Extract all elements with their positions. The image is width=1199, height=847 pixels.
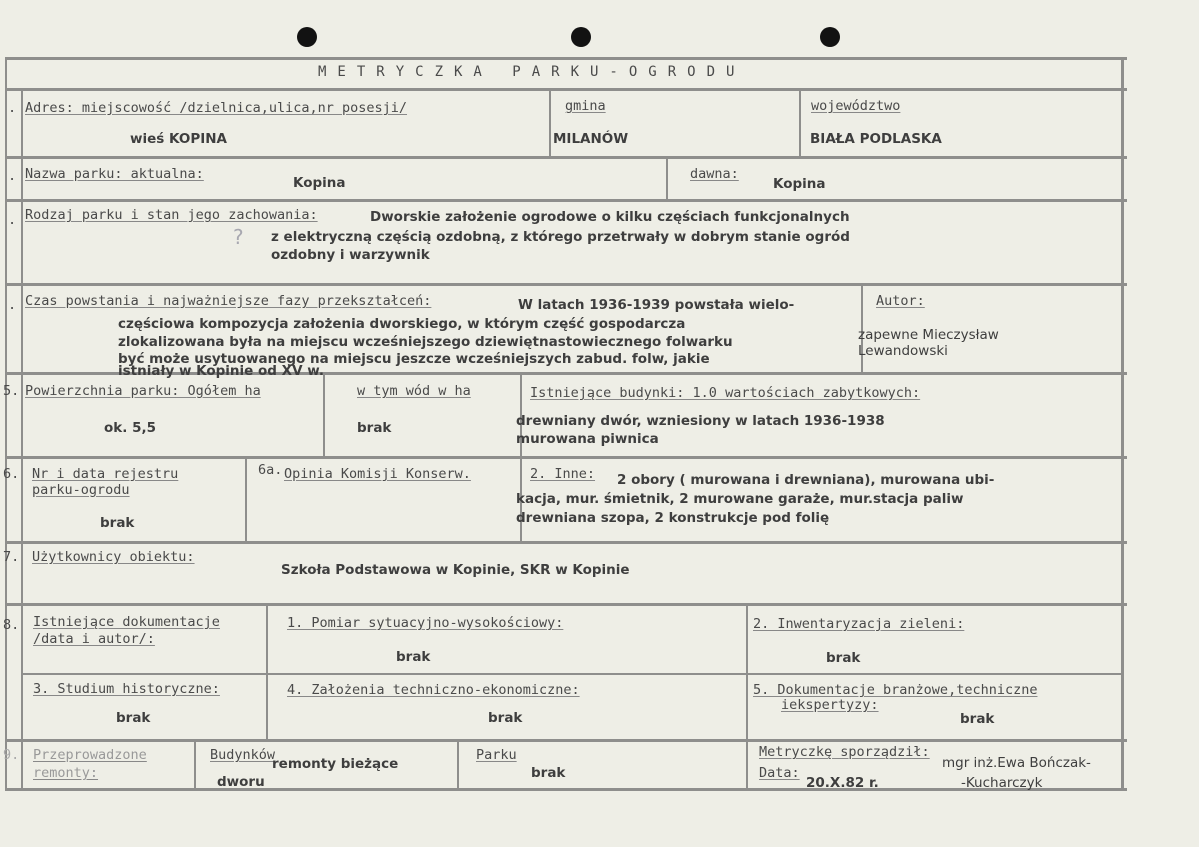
wojewodztwo-value: BIAŁA PODLASKA [810,131,942,147]
register-label-line-2: parku-ogrodu [32,482,130,498]
history-phases-label: Czas powstania i najważniejsze fazy przekształceń: [25,293,432,309]
park-type-line-3: ozdobny i warzywnik [271,247,430,263]
docs-label-line-2: /data i autor/: [33,631,155,647]
author-line-2: Lewandowski [858,343,948,359]
history-line-4: być może usytuowanego na miejscu jeszcze wcześniejszych zabud. folw, jakie [118,351,710,367]
park-renov-value: brak [531,765,566,781]
buildings-renov-sub: dworu [217,774,265,790]
buildings-renov-value: remonty bieżące [272,756,399,772]
former-name-label: dawna: [690,166,739,182]
branch-docs-value: brak [960,711,995,727]
gmina-value: MILANÓW [553,131,629,147]
buildings-line-2: murowana piwnica [516,431,659,447]
row-3-number: . [8,212,17,228]
opinion-number: 6a. [258,462,283,478]
row-6-number: 6. [3,466,20,482]
author-line-1: zapewne Mieczysław [858,327,999,343]
survey-value: brak [396,649,431,665]
park-type-label: Rodzaj parku i stan jego zachowania: [25,207,318,223]
area-label: Powierzchnia parku: Ogółem ha [25,383,261,399]
form-title: METRYCZKA PARKU-OGRODU [318,64,746,80]
register-value: brak [100,515,135,531]
register-label-line-1: Nr i data rejestru [32,466,179,482]
author-label: Autor: [876,293,925,309]
row-4-number: . [8,297,17,313]
date-value: 20.X.82 r. [806,775,879,791]
buildings-renov-label: Budynków [210,747,276,763]
water-value: brak [357,420,392,436]
park-type-line-2: z elektryczną częścią ozdobną, z którego przetrwały w dobrym stanie ogród [271,229,850,245]
park-renov-label: Parku [476,747,517,763]
row-8-number: 8. [3,617,20,633]
row-2-number: . [8,168,17,184]
date-label: Data: [759,765,800,781]
row-9-number: 9. [3,747,20,763]
row-1-number: . [8,100,17,116]
water-label: w tym wód w ha [357,383,471,399]
buildings-label: Istniejące budynki: 1.0 wartościach zabytkowych: [530,385,921,401]
prepared-by-label: Metryczkę sporządził: [759,744,930,760]
buildings-line-1: drewniany dwór, wzniesiony w latach 1936-1938 [516,413,885,429]
history-line-1: W latach 1936-1939 powstała wielo- [518,297,795,313]
row-5-number: 5. [3,383,20,399]
branch-docs-label-line-2: iekspertyzy: [781,697,879,713]
users-label: Użytkownicy obiektu: [32,549,195,565]
prepared-by-line-1: mgr inż.Ewa Bończak- [942,755,1091,771]
punch-hole-left [297,27,317,47]
survey-label: 1. Pomiar sytuacyjno-wysokościowy: [287,615,564,631]
prepared-by-line-2: -Kucharczyk [961,775,1043,791]
greenery-value: brak [826,650,861,666]
park-type-line-1: Dworskie założenie ogrodowe o kilku częściach funkcjonalnych [370,209,850,225]
other-buildings-line-3: drewniana szopa, 2 konstrukcje pod folię [516,510,830,526]
docs-label-line-1: Istniejące dokumentacje [33,614,220,630]
tech-econ-label: 4. Założenia techniczno-ekonomiczne: [287,682,580,698]
gmina-label: gmina [565,98,606,114]
address-label: Adres: miejscowość /dzielnica,ulica,nr posesji/ [25,100,408,116]
branch-docs-label-line-1: 5. Dokumentacje branżowe,techniczne [753,682,1038,698]
renovations-label-line-2: remonty: [33,765,99,781]
other-buildings-line-2: kacja, mur. śmietnik, 2 murowane garaże, mur.stacja paliw [516,491,964,507]
other-buildings-label: 2. Inne: [530,466,596,482]
other-buildings-line-1: 2 obory ( murowana i drewniana), murowana ubi- [617,472,995,488]
punch-hole-right [820,27,840,47]
historical-study-label: 3. Studium historyczne: [33,681,220,697]
users-value: Szkoła Podstawowa w Kopinie, SKR w Kopinie [281,562,630,578]
punch-hole-center [571,27,591,47]
former-name-value: Kopina [773,176,826,192]
historical-study-value: brak [116,710,151,726]
park-name-value: Kopina [293,175,346,191]
park-name-label: Nazwa parku: aktualna: [25,166,204,182]
history-line-3: zlokalizowana była na miejscu wcześniejszego dziewiętnastowiecznego folwarku [118,334,733,350]
area-value: ok. 5,5 [104,420,156,436]
row-7-number: 7. [3,549,20,565]
address-value: wieś KOPINA [130,131,227,147]
renovations-label-line-1: Przeprowadzone [33,747,147,763]
greenery-label: 2. Inwentaryzacja zieleni: [753,616,965,632]
history-line-2: częściowa kompozycja założenia dworskiego, w którym część gospodarcza [118,316,686,332]
wojewodztwo-label: województwo [811,98,901,114]
opinion-label: Opinia Komisji Konserw. [284,466,471,482]
tech-econ-value: brak [488,710,523,726]
margin-question-mark: ? [233,225,244,249]
history-line-5: istniały w Kopinie od XV w. [118,363,324,379]
